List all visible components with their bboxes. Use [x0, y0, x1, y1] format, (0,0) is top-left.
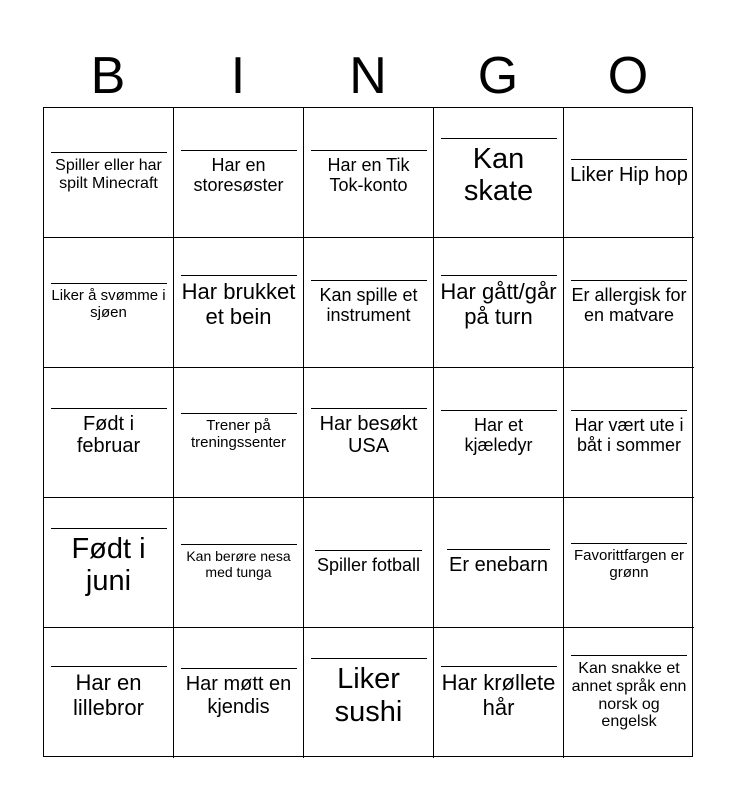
cell-content: [180, 668, 298, 718]
bingo-cell[interactable]: [434, 498, 564, 628]
bingo-cell[interactable]: [564, 498, 694, 628]
bingo-cell[interactable]: [44, 368, 174, 498]
cell-text: Født i juni: [71, 532, 146, 597]
signature-line: [441, 275, 557, 276]
cell-text: Spiller eller har spilt Minecraft: [55, 157, 162, 192]
bingo-cell[interactable]: [174, 368, 304, 498]
bingo-cell[interactable]: [174, 498, 304, 628]
signature-line: [51, 666, 167, 667]
header-letter-g: G: [477, 47, 519, 105]
bingo-cell[interactable]: [564, 108, 694, 238]
header-letter-i: I: [230, 47, 246, 105]
cell-content: [570, 410, 688, 455]
cell-content: [180, 544, 298, 580]
bingo-cell[interactable]: [44, 238, 174, 368]
cell-text: Spiller fotball: [316, 554, 421, 575]
signature-line: [441, 138, 557, 139]
cell-text: Liker å svømme i sjøen: [51, 287, 166, 321]
cell-content: [570, 655, 688, 732]
signature-line: [441, 666, 557, 667]
cell-content: [50, 283, 168, 322]
bingo-cell[interactable]: [44, 498, 174, 628]
cell-text: Har besøkt USA: [319, 412, 418, 457]
cell-text: Har krøllete hår: [441, 669, 556, 720]
cell-text: Har en Tik Tok-konto: [327, 154, 410, 195]
cell-content: [570, 159, 688, 186]
cell-content: [50, 528, 168, 598]
cell-content: [50, 152, 168, 193]
cell-content: [50, 408, 168, 458]
bingo-cell[interactable]: [564, 368, 694, 498]
signature-line: [181, 275, 297, 276]
cell-content: [310, 280, 428, 325]
bingo-cell[interactable]: [304, 498, 434, 628]
bingo-cell[interactable]: [564, 628, 694, 758]
cell-text: Har en storesøster: [193, 154, 284, 195]
bingo-cell[interactable]: [434, 368, 564, 498]
cell-text: Liker Hip hop: [570, 163, 688, 186]
cell-content: [310, 658, 428, 728]
cell-content: [570, 280, 688, 325]
cell-text: Er enebarn: [449, 553, 548, 576]
cell-content: [440, 666, 558, 720]
header-letter-n: N: [349, 47, 387, 105]
cell-content: [180, 275, 298, 329]
signature-line: [315, 550, 422, 551]
cell-text: Har møtt en kjendis: [185, 673, 292, 718]
cell-text: Har brukket et bein: [181, 279, 296, 329]
signature-line: [571, 280, 687, 281]
signature-line: [181, 668, 297, 669]
cell-content: [310, 150, 428, 195]
signature-line: [181, 413, 297, 414]
cell-text: Har gått/går på turn: [440, 279, 557, 329]
cell-content: [180, 413, 298, 452]
signature-line: [181, 150, 297, 151]
cell-text: Har en lillebror: [73, 669, 144, 720]
bingo-cell[interactable]: [174, 108, 304, 238]
bingo-cell[interactable]: [44, 108, 174, 238]
signature-line: [447, 549, 550, 550]
cell-content: [315, 550, 422, 575]
bingo-cell[interactable]: [564, 238, 694, 368]
cell-text: Har vært ute i båt i sommer: [574, 414, 684, 455]
bingo-cell[interactable]: [44, 628, 174, 758]
signature-line: [571, 655, 687, 656]
cell-content: [50, 666, 168, 720]
cell-content: [447, 549, 550, 576]
cell-text: Trener på treningssenter: [190, 417, 287, 451]
signature-line: [181, 544, 297, 545]
signature-line: [571, 543, 687, 544]
signature-line: [51, 152, 167, 153]
bingo-cell[interactable]: [304, 238, 434, 368]
bingo-cell[interactable]: [434, 628, 564, 758]
signature-line: [571, 159, 687, 160]
bingo-grid: [43, 107, 693, 757]
cell-text: Er allergisk for en matvare: [571, 284, 687, 325]
bingo-cell[interactable]: [304, 108, 434, 238]
signature-line: [311, 150, 427, 151]
signature-line: [51, 283, 167, 284]
cell-content: [440, 410, 558, 455]
signature-line: [311, 280, 427, 281]
cell-text: Favorittfargen er grønn: [573, 547, 685, 581]
cell-text: Liker sushi: [334, 663, 403, 728]
signature-line: [51, 408, 167, 409]
cell-content: [440, 275, 558, 329]
header-letter-b: B: [90, 47, 126, 105]
cell-content: [440, 138, 558, 208]
signature-line: [571, 410, 687, 411]
bingo-cell[interactable]: [174, 628, 304, 758]
cell-text: Kan berøre nesa med tunga: [186, 548, 291, 580]
signature-line: [311, 408, 427, 409]
cell-content: [310, 408, 428, 458]
bingo-cell[interactable]: [434, 108, 564, 238]
bingo-cell[interactable]: [304, 368, 434, 498]
header-letter-o: O: [607, 47, 649, 105]
cell-text: Født i februar: [76, 412, 141, 457]
bingo-cell[interactable]: [304, 628, 434, 758]
cell-text: Har et kjæledyr: [464, 414, 533, 455]
cell-text: Kan spille et instrument: [319, 284, 418, 325]
cell-text: Kan skate: [463, 142, 534, 207]
cell-content: [180, 150, 298, 195]
bingo-header: [43, 46, 693, 106]
signature-line: [441, 410, 557, 411]
cell-text: Kan snakke et annet språk enn norsk og engelsk: [571, 659, 687, 731]
cell-content: [570, 543, 688, 582]
bingo-cell[interactable]: [174, 238, 304, 368]
signature-line: [51, 528, 167, 529]
bingo-cell[interactable]: [434, 238, 564, 368]
signature-line: [311, 658, 427, 659]
